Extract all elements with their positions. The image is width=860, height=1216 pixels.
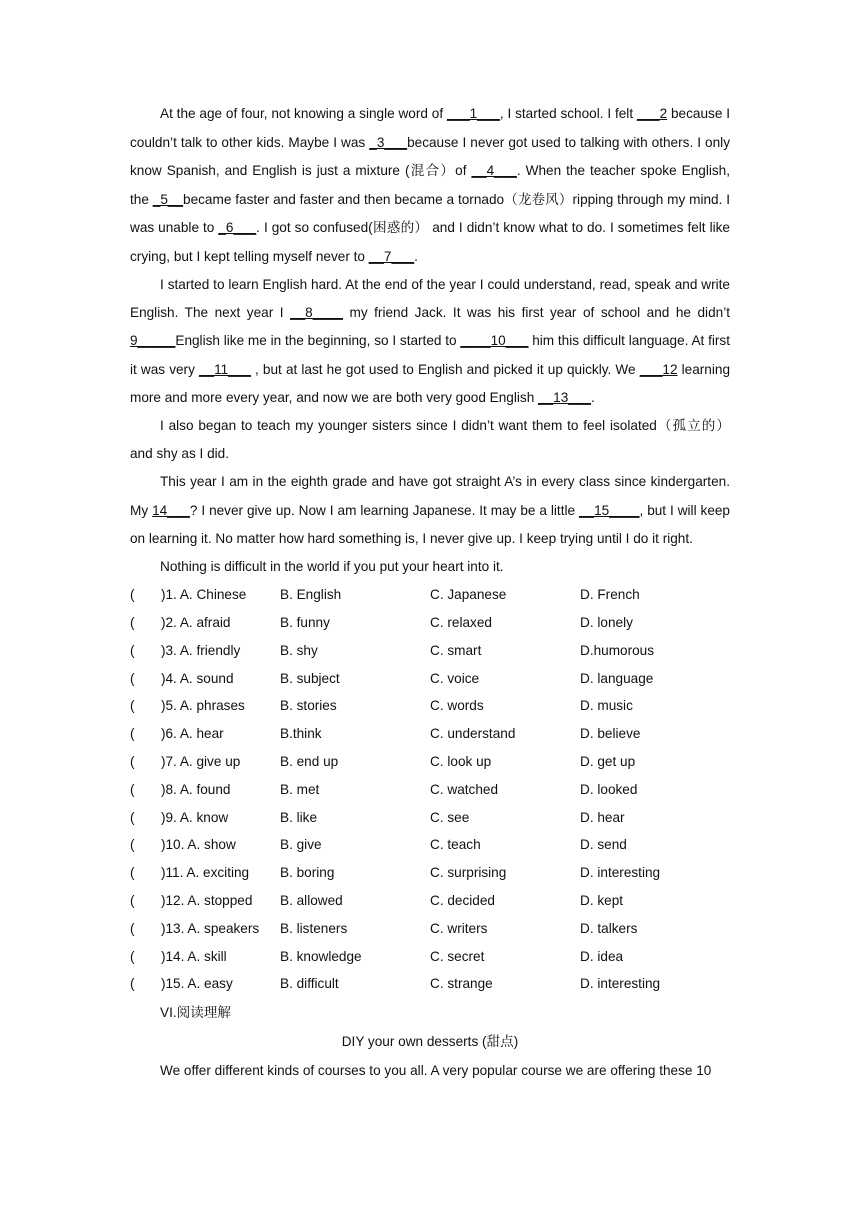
passage-text: . [590, 389, 595, 405]
question-option-d: D. interesting [580, 976, 661, 992]
blank-4: __4___ [471, 163, 517, 178]
blank-1: ___1___ [446, 106, 500, 121]
blank-10: ____10___ [460, 333, 529, 349]
blank-11: __11___ [199, 361, 251, 377]
passage-paragraph-1 [130, 100, 730, 271]
question-row [130, 748, 730, 776]
passage-text: . I got so confused(困惑的） and I didn’t know what to do. I sometimes felt like crying, but I kept telling myself never to [130, 220, 730, 264]
question-option-d: D. believe [580, 726, 641, 742]
question-row [130, 970, 730, 998]
question-row [130, 665, 730, 693]
question-options-list [130, 581, 730, 998]
reading-paragraph: We offer different kinds of courses to you all. A very popular course we are offering these 10 [160, 1063, 712, 1079]
blank-15: __15____ [579, 502, 640, 518]
document-page [130, 100, 730, 1085]
question-row [130, 887, 730, 915]
question-option-d: D.humorous [580, 642, 655, 658]
question-option-d: D. language [580, 670, 654, 686]
question-option-a: ( )11. A. exciting [130, 865, 250, 881]
question-option-b: B.think [280, 726, 322, 742]
question-row [130, 831, 730, 859]
blank-5: _5__ [152, 191, 184, 207]
passage-text: , but I will keep on learning it. No matter how hard something is, I never give up. I keep trying until I do it right. [130, 502, 730, 546]
passage-text: learning more and more every year, and now we are both very good English [130, 361, 730, 405]
question-option-d: D. lonely [580, 615, 633, 631]
question-option-d: D. get up [580, 754, 636, 770]
question-option-a: ( )5. A. phrases [130, 698, 245, 714]
question-option-a: ( )12. A. stopped [130, 893, 253, 908]
question-option-c: C. writers [430, 920, 488, 936]
passage-text: . When the teacher spoke English, the [130, 163, 730, 207]
passage-text: . [414, 248, 418, 264]
question-option-d: D. idea [580, 948, 624, 964]
question-option-d: D. interesting [580, 865, 661, 881]
reading-title: DIY your own desserts (甜点) [341, 1034, 519, 1050]
question-option-a: ( )15. A. easy [130, 976, 233, 992]
question-option-c: C. surprising [430, 865, 507, 881]
question-option-b: B. give [280, 837, 322, 853]
question-row [130, 637, 730, 665]
question-row [130, 581, 730, 609]
question-option-b: B. shy [280, 642, 318, 658]
passage-text: became faster and faster and then became a tornado（龙卷风）ripping through my mind. I was unable to [130, 191, 730, 235]
blank-2: ___2 [636, 106, 668, 121]
question-option-c: C. see [430, 809, 470, 825]
question-option-d: D. hear [580, 809, 625, 825]
question-row [130, 915, 730, 943]
passage-text: , I started school. I felt [499, 106, 637, 121]
blank-12: ___12 [639, 361, 678, 377]
blank-14: 14___ [152, 502, 190, 518]
passage-paragraph-5: Nothing is difficult in the world if you put your heart into it. [160, 559, 504, 575]
question-option-b: B. funny [280, 615, 330, 631]
question-option-b: B. end up [280, 754, 339, 770]
question-option-a: ( )13. A. speakers [130, 920, 260, 936]
question-option-a: ( )7. A. give up [130, 754, 241, 770]
question-option-b: B. boring [280, 865, 335, 881]
question-option-d: D. French [580, 587, 640, 603]
question-option-a: ( )1. A. Chinese [130, 587, 247, 603]
question-row [130, 804, 730, 832]
question-row [130, 720, 730, 748]
question-option-c: C. decided [430, 893, 495, 908]
blank-9: 9_____ [130, 333, 176, 349]
blank-8: __8____ [290, 305, 343, 321]
question-row [130, 692, 730, 720]
passage-paragraph-3: I also began to teach my younger sisters since I didn’t want them to feel isolated（孤立的）and shy as I did. [130, 418, 730, 462]
question-option-a: ( )14. A. skill [130, 948, 227, 964]
question-option-a: ( )2. A. afraid [130, 615, 231, 631]
passage-text: because I couldn’t talk to other kids. Maybe I was [130, 106, 730, 150]
question-row [130, 859, 730, 887]
question-option-c: C. Japanese [430, 587, 507, 603]
question-option-c: C. strange [430, 976, 493, 992]
question-option-a: ( )8. A. found [130, 781, 231, 797]
question-row [130, 776, 730, 804]
question-option-a: ( )3. A. friendly [130, 642, 241, 658]
question-option-b: B. English [280, 587, 342, 603]
passage-text: because I never got used to talking with others. I only know Spanish, and English is just a mixture (混合）of [130, 134, 730, 178]
question-option-c: C. voice [430, 670, 480, 686]
question-row [130, 609, 730, 637]
question-option-d: D. talkers [580, 920, 638, 936]
question-option-d: D. looked [580, 781, 638, 797]
passage-paragraph-2 [130, 271, 730, 412]
blank-7: __7___ [368, 248, 415, 264]
passage-text: , but at last he got used to English and picked it up quickly. We [250, 361, 640, 377]
question-option-b: B. listeners [280, 920, 348, 936]
passage-text: him this difficult language. At first it was very [130, 333, 730, 377]
question-option-b: B. subject [280, 670, 340, 686]
question-option-c: C. secret [430, 948, 485, 964]
question-option-b: B. allowed [280, 893, 343, 908]
passage-text: This year I am in the eighth grade and have got straight A’s in every class since kindergarten. My [130, 474, 730, 518]
question-option-d: D. send [580, 837, 627, 853]
passage-paragraph-4 [130, 468, 730, 553]
question-option-b: B. met [280, 781, 320, 797]
question-option-c: C. smart [430, 642, 482, 658]
section-heading: VI.阅读理解 [160, 1005, 231, 1021]
question-option-a: ( )10. A. show [130, 837, 236, 853]
question-option-c: C. relaxed [430, 615, 492, 631]
question-option-a: ( )9. A. know [130, 809, 229, 825]
question-option-a: ( )4. A. sound [130, 670, 234, 686]
passage-text: my friend Jack. It was his first year of school and he didn’t [342, 305, 730, 321]
question-option-b: B. knowledge [280, 948, 362, 964]
question-option-d: D. music [580, 698, 633, 714]
blank-13: __13___ [538, 389, 591, 405]
passage-text: At the age of four, not knowing a single word of [160, 106, 447, 121]
question-option-c: C. understand [430, 726, 516, 742]
question-option-c: C. teach [430, 837, 481, 853]
question-row [130, 943, 730, 971]
blank-6: _6___ [218, 220, 257, 235]
question-option-a: ( )6. A. hear [130, 726, 224, 742]
question-option-c: C. look up [430, 754, 492, 770]
question-option-d: D. kept [580, 893, 624, 908]
question-option-b: B. stories [280, 698, 337, 714]
blank-3: _3___ [369, 134, 408, 150]
question-option-c: C. watched [430, 781, 499, 797]
passage-text: I started to learn English hard. At the end of the year I could understand, read, speak and write English. The next year I [130, 277, 730, 321]
question-option-b: B. difficult [280, 976, 339, 992]
passage-text: ? I never give up. Now I am learning Japanese. It may be a little [189, 502, 579, 518]
passage-text: English like me in the beginning, so I started to [175, 333, 461, 349]
question-option-c: C. words [430, 698, 484, 714]
question-option-b: B. like [280, 809, 318, 825]
